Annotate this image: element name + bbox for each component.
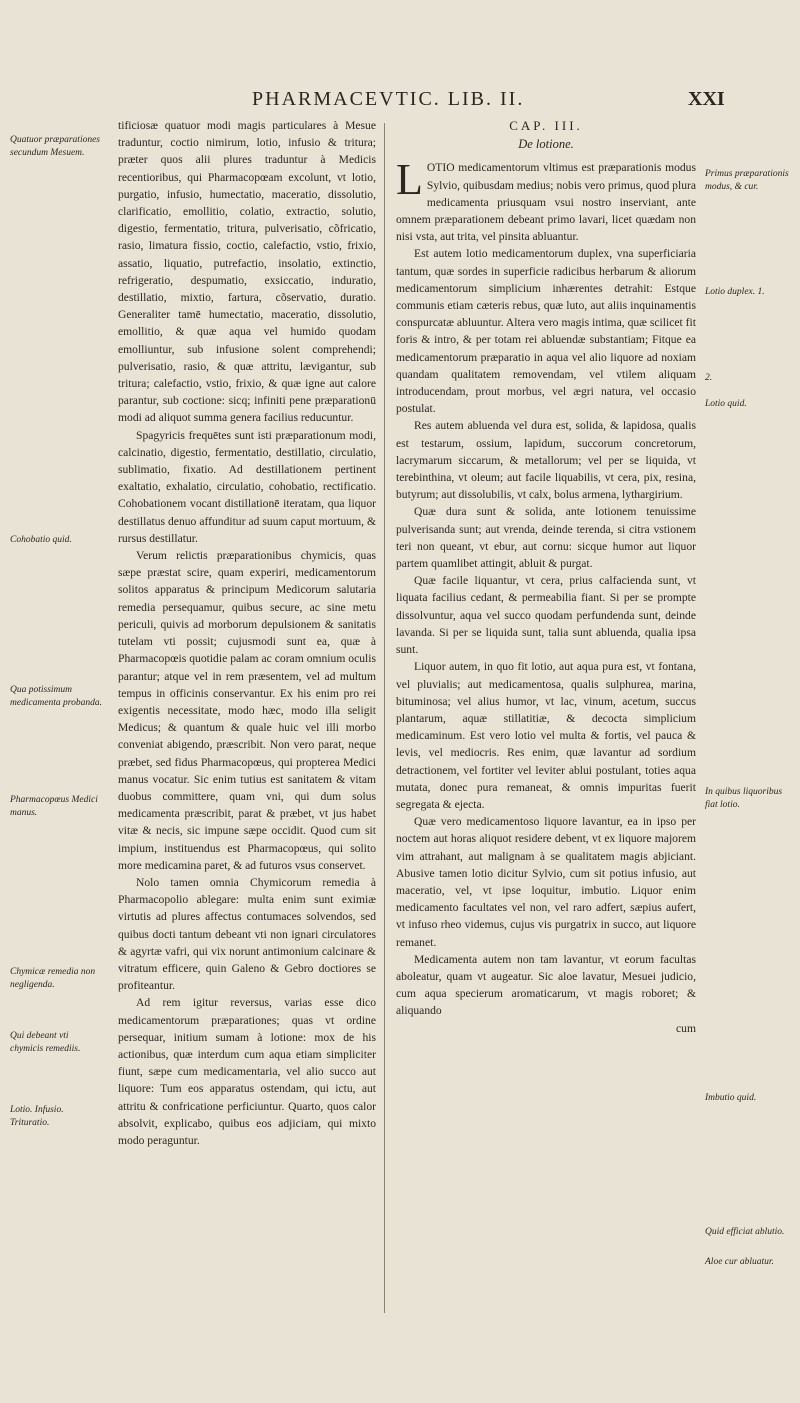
- right-paragraph-6: Liquor autem, in quo fit lotio, aut aqua pura est, vt fontana, vel pluvialis; aut medicamentosa, qualis sulphurea, marina, bituminosa; vel alius humor, vt lac, vinum, acetum, succus plantarum, aquæ stillatitiæ, & decocta simplicium medicaminum. Est vero lotio vel multa & fortis, vel pauca & levis, vel mediocris. Res enim, quæ lavantur ad sordium detractionem, vel fortiter vel leviter ablui postulant, toties aqua mutata, donec pura remaneat, & omnis impuritas fuerit segregata & ejecta.: [396, 660, 696, 811]
- margin-note-left-4: Pharmacopœus Medici manus.: [10, 795, 98, 818]
- margin-note-right-8: Aloe cur abluatur.: [705, 1257, 774, 1267]
- left-paragraph-3: Verum relictis præparationibus chymicis, quas sæpe præstat scire, quam experiri, medicamentorum solitos apparatus & principum Medicorum salutaria remedia persequamur, quibus secure, ac sine metu periculi, quivis ad morborum depulsionem & sanitatis tutelam vti possit; cujusmodi sunt ea, quæ à Pharmacopœis quotidie palam ac coram omnium oculis parantur; atque vel in rem præsentem, vel ad multum tempus in officinis conservantur. Ex his enim pro rei exigentis necessitate, modo hæc, modo illa seligit Medicus; & quantum & quale huic vel illi morbo conveniat abigendo, præscribit. Non vero parat, neque præbet, sed fidus Pharmacopœus, qui propterea Medici manus vocatur. Sic enim tutius est sanitatem & vitam duobus committere, quam vni, qui dum solus medicamenta præscribit, parat & præbet, vt jus habet vitæ & necis, sic impune sæpe occidit. Quod cum sit impium, instituendus est Pharmacopœus, qui solito more medicamina paret, & ad futuros vsus conservet.: [118, 549, 376, 872]
- right-paragraph-4: Quæ dura sunt & solida, ante lotionem tenuissime pulverisanda sunt; aut vrenda, deinde terenda, si citra vstionem teri non queant, vt ebur, aut cornu: sicque humor aut liquor partem quamlibet attingit, abluit & purgat.: [396, 505, 696, 571]
- margin-note-left-1: Quatuor præparationes secundum Mesuem.: [10, 135, 100, 158]
- margin-note-left-5: Chymicæ remedia non negligenda.: [10, 967, 96, 990]
- margin-note-right-7: Quid efficiat ablutio.: [705, 1227, 785, 1237]
- margin-note-right-3: 2.: [705, 373, 713, 383]
- right-paragraph-2: Est autem lotio medicamentorum duplex, vna superficiaria tantum, quæ sordes in superficie radicibus herbarum & aliorum medicamentorum simplicium inhærentes detrahit: Estque communis etiam cæteris rebus, quæ luto, aut aliis inquinamentis conspurcatæ abluuntur. Altera vero magis intima, quæ scilicet fit foris & intro, & per totam rei abluendæ substantiam; Fitque ea medicamentorum præparatio in aqua vel alio liquore ad noxiam quandam qualitatem removendam, vel vtilem aliquam introducendam, prout morbus, vel ægri natura, vel occasio postulat.: [396, 247, 696, 416]
- chapter-heading: CAP. III.: [509, 118, 583, 133]
- margin-note-right-4: Lotio quid.: [705, 399, 747, 409]
- right-paragraph-3: Res autem abluenda vel dura est, solida, & lapidosa, qualis est testarum, ossium, lapidum, succorum concretorum, lacrymarum siccarum, & metallorum; vel per se liquida, vt terebinthina, vt oleum; aut facile liquabilis, vt cera, pix, resina, butyrum; aut dissolubilis, vt calx, bolus armena, lythargirium.: [396, 419, 696, 502]
- left-paragraph-1: tificiosæ quatuor modi magis particulares à Mesue traduntur, coctio nimirum, lotio, infusio & tritura; præter quos alii plures traduntur à Medicis recentioribus, qui Pharmacopœam excolunt, vt lotio, purgatio, infusio, humectatio, maceratio, dissolutio, clarificatio, emollitio, colatio, extractio, solutio, digestio, fermentatio, tritura, pulverisatio, cõfricatio, rasio, limatura fissio, coctio, calefactio, vstio, frixio, assatio, liquatio, putrefactio, insolatio, extinctio, refrigeratio, despumatio, exsiccatio, induratio, destillatio, mixtio, fartura, cõservatio, duratio. Generaliter tamē humectatio, maceratio, dissolutio, emollitio, & quæ aqua vel humido quodam emolliuntur, sub infusione solent comprehendi; pulverisatio, rasio, & quæ attritu, lævigantur, sub tritura; calefactio, vstio, frixio, & quæ igne aut calore parantur, sub coctione: sicq; infiniti pene præparationū modi ad aliquot summa genera facilius reducuntur.: [118, 119, 376, 425]
- right-column: [396, 117, 696, 1037]
- left-paragraph-4: Nolo tamen omnia Chymicorum remedia à Pharmacopolio ablegare: multa enim sunt eximiæ virtutis ad plures affectus contumaces solvendos, sed quibus docti tantum debeant vti non ignari circulatores & agyrtæ vafri, qui vix norunt antimonium calcinare & vitratum efficere, quin Galeno & Gebro doctiores se profiteantur.: [118, 875, 376, 993]
- left-paragraph-2: Spagyricis frequētes sunt isti præparationum modi, calcinatio, digestio, fermentatio, destillatio, circulatio, sublimatio, fixatio. Ad destillationem pertinent exaltatio, exhalatio, circulatio, cohobatio, rectificatio. Cohobationem vocant distillationē iteratam, qua liquor destillatus denuo affunditur ad suum caput mortuum, & rursus destillatur.: [118, 428, 376, 545]
- chapter-subtitle: De lotione.: [518, 137, 574, 152]
- catchword: cum: [676, 1021, 696, 1035]
- margin-note-left-7: Lotio. Infusio. Trituratio.: [10, 1105, 64, 1128]
- right-paragraph-1: OTIO medicamentorum vltimus est præparationis modus Sylvio, quibusdam medius; nobis vero primus, quod plura medicamenta priusquam vsui nostro inserviant, ante omnem præparationem debeant primo lavari, licet quædam non nisi vsta, aut trita, vel pinsita abluantur.: [396, 161, 696, 244]
- drop-capital: L: [396, 155, 423, 205]
- right-paragraph-5: Quæ facile liquantur, vt cera, prius calfacienda sunt, vt liquata facilius cedant, & permeabilia fiant. Si per se prompte dissolvuntur, aqua vel succo quodam perfundenda sunt, deinde lavanda. Si per se liquida sunt, talia sunt abluenda, qualia ipsa sunt.: [396, 574, 696, 657]
- right-paragraph-8: Medicamenta autem non tam lavantur, vt eorum facultas aboleatur, quam vt augeatur. Sic aloe lavatur, Mesuei judicio, cum aqua specierum aromaticarum, vt magis roboret; & aliquando: [396, 952, 696, 1018]
- margin-note-right-6: Imbutio quid.: [705, 1093, 757, 1103]
- margin-note-left-6: Qui debeant vti chymicis remediis.: [10, 1031, 81, 1054]
- page-header: [0, 88, 800, 118]
- margin-note-right-5: In quibus liquoribus fiat lotio.: [705, 787, 783, 810]
- left-column: [118, 117, 376, 1149]
- column-divider: [384, 123, 385, 1313]
- margin-note-left-2: Cohobatio quid.: [10, 535, 72, 545]
- margin-note-right-1: Primus præparationis modus, & cur.: [705, 169, 789, 192]
- right-paragraph-7: Quæ vero medicamentoso liquore lavantur, ea in ipso per noctem aut horas aliquot residere debent, vt ex liquore majorem vim attrahant, aut malignam à se qualitatem magis abjiciant. Abusive tamen lotio dicitur Sylvio, cum sit potius infusio, aut maceratio, vel, vt ipse loquitur, imbutio. Liquor enim medicamento facultates vel non, vel raro adfert, sæpius aufert, vt infuso rheo videmus, cujus vis purgatrix in succo, aut liquore remanet.: [396, 815, 696, 949]
- margin-note-right-2: Lotio duplex. 1.: [705, 287, 765, 297]
- margin-note-left-3: Qua potissimum medicamenta probanda.: [10, 685, 102, 708]
- running-head: PHARMACEVTIC. LIB. II.: [252, 88, 525, 110]
- page-number: XXI: [688, 88, 725, 110]
- left-paragraph-5: Ad rem igitur reversus, varias esse dico medicamentorum præparationes; quas vt ordine persequar, initium sumam à lotione: mox de his actionibus, quæ interdum cum aqua etiam simpliciter fiunt, sæpe cum medicamentaria, vel alio succo aut liquore: Tum eos apparatus ostendam, qui ictu, aut attritu & confricatione perficiuntur. Quarto, quos calor absolvit, explicabo, quibus eos adjiciam, qui mixto modo peraguntur.: [118, 996, 376, 1147]
